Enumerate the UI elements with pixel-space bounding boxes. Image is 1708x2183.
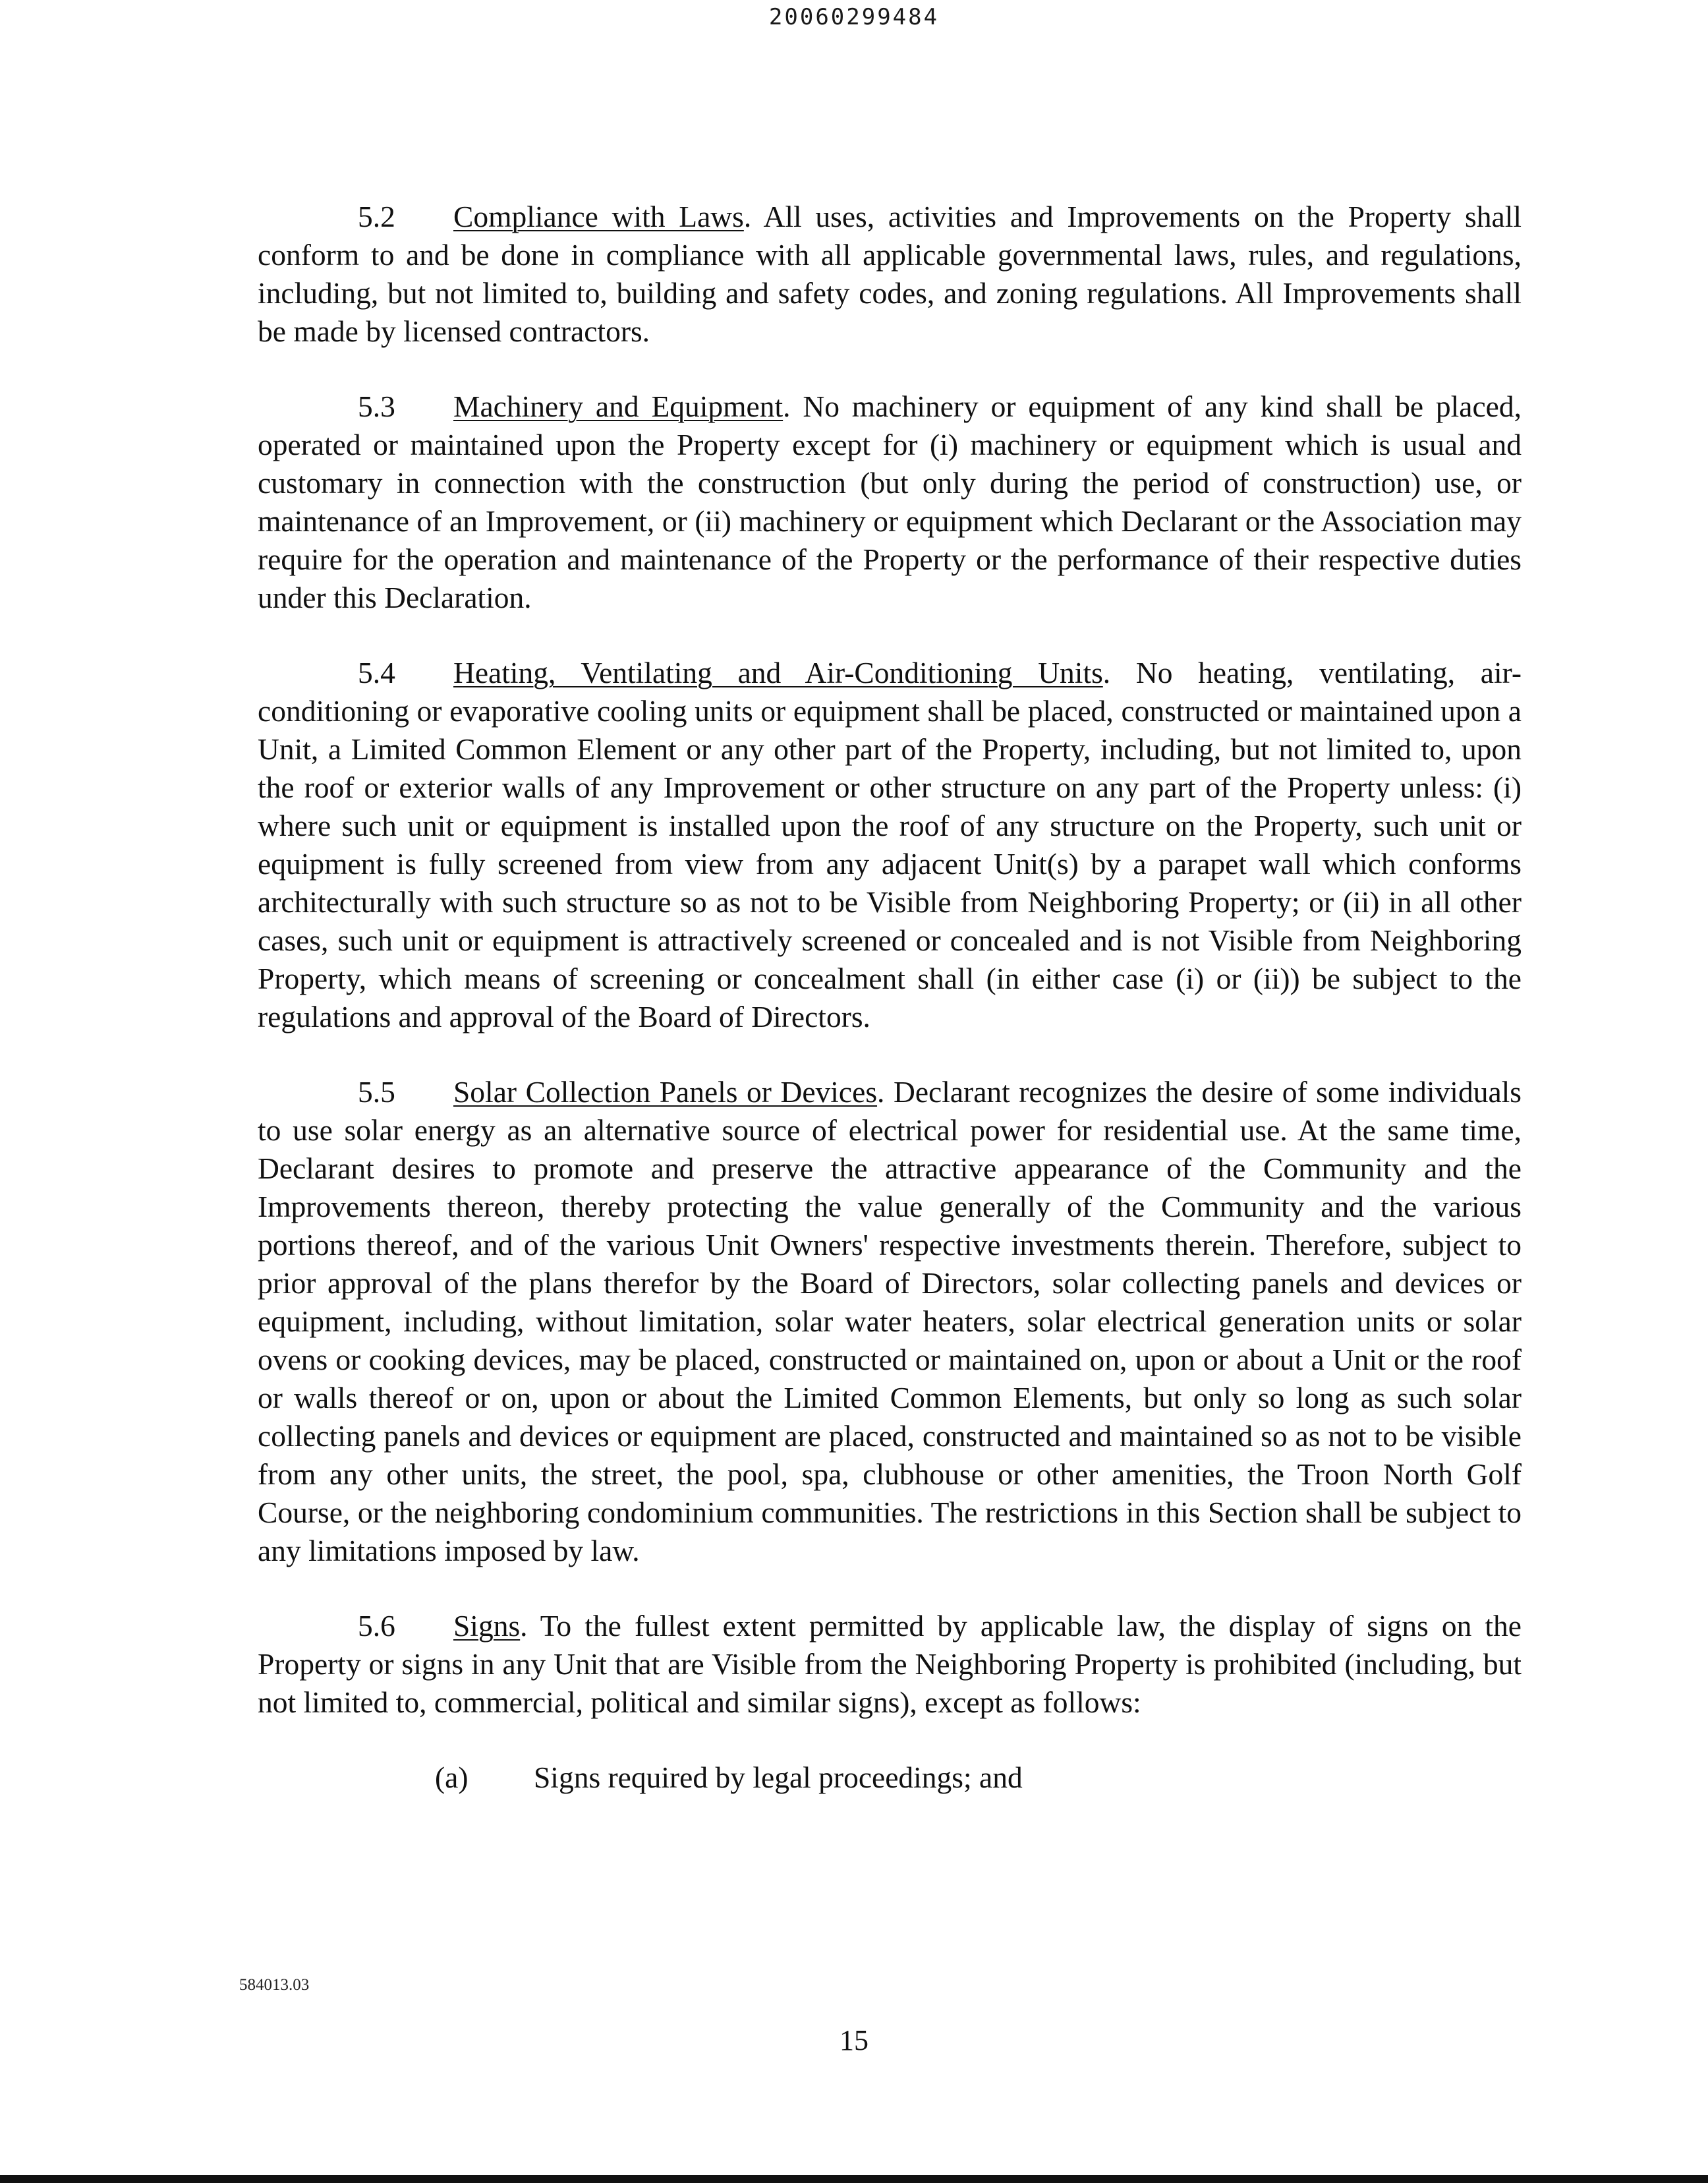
recording-number: 20060299484: [768, 4, 940, 30]
section-heading: Compliance with Laws: [453, 200, 744, 233]
subitem-letter: (a): [435, 1761, 469, 1794]
section-body: . Declarant recognizes the desire of some individuals to use solar energy as an alternative source of electrical power for residential use. At the same time, Declarant desires to promote and preserve the attractive appearance of the Community and the Improvements thereon, thereby protecting the value generally of the Community and the various portions thereof, and of the various Unit Owners' respective investments therein. Therefore, subject to prior approval of the plans therefor by the Board of Directors, solar collecting panels and devices or equipment, including, without limitation, solar water heaters, solar electrical generation units or solar ovens or cooking devices, may be placed, constructed or maintained on, upon or about a Unit or the roof or walls thereof or on, upon or about the Limited Common Elements, but only so long as such solar collecting panels and devices or equipment are placed, constructed and maintained so as not to be visible from any other units, the street, the pool, spa, clubhouse or other amenities, the Troon North Golf Course, or the neighboring condominium communities. The restrictions in this Section shall be subject to any limitations imposed by law.: [258, 1075, 1522, 1567]
subitem-text: Signs required by legal proceedings; and: [534, 1761, 1023, 1794]
section-5-3: [258, 388, 1522, 617]
section-heading: Heating, Ventilating and Air-Conditioning Units: [453, 656, 1103, 689]
page-number: 15: [840, 2024, 868, 2056]
section-heading: Solar Collection Panels or Devices: [453, 1075, 878, 1109]
section-5-4: [258, 654, 1522, 1036]
section-heading: Machinery and Equipment: [453, 390, 783, 423]
section-body: . To the fullest extent permitted by applicable law, the display of signs on the Property or signs in any Unit that are Visible from the Neighboring Property is prohibited (including, but not limited to, commercial, political and similar signs), except as follows:: [258, 1609, 1522, 1719]
document-code: 584013.03: [239, 1976, 310, 1994]
section-5-2: [258, 198, 1522, 351]
section-body: . No heating, ventilating, air-conditioning or evaporative cooling units or equipment shall be placed, constructed or maintained upon a Unit, a Limited Common Element or any other part of the Property, including, but not limited to, upon the roof or exterior walls of any Improvement or other structure on any part of the Property unless: (i) where such unit or equipment is installed upon the roof of any structure on the Property, such unit or equipment is fully screened from view from any adjacent Unit(s) by a parapet wall which conforms architecturally with such structure so as not to be Visible from Neighboring Property; or (ii) in all other cases, such unit or equipment is attractively screened or concealed and is not Visible from Neighboring Property, which means of screening or concealment shall (in either case (i) or (ii)) be subject to the regulations and approval of the Board of Directors.: [258, 656, 1522, 1033]
section-5-6: [258, 1607, 1522, 1722]
section-number: 5.5: [358, 1075, 395, 1109]
section-number: 5.6: [358, 1609, 395, 1643]
page-bottom-border: [0, 2175, 1708, 2183]
section-number: 5.3: [358, 390, 395, 423]
section-body: . All uses, activities and Improvements on the Property shall conform to and be done in compliance with all applicable governmental laws, rules, and regulations, including, but not limited to, building and safety codes, and zoning regulations. All Improvements shall be made by licensed contractors.: [258, 200, 1522, 348]
section-body: . No machinery or equipment of any kind shall be placed, operated or maintained upon the Property except for (i) machinery or equipment which is usual and customary in connection with the construction (but only during the period of construction) use, or maintenance of an Improvement, or (ii) machinery or equipment which Declarant or the Association may require for the operation and maintenance of the Property or the performance of their respective duties under this Declaration.: [258, 390, 1522, 614]
section-number: 5.2: [358, 200, 395, 233]
document-body: [258, 198, 1522, 1797]
section-number: 5.4: [358, 656, 395, 689]
section-heading: Signs: [453, 1609, 521, 1643]
section-5-5: [258, 1073, 1522, 1570]
subitem-a: [258, 1759, 1522, 1797]
